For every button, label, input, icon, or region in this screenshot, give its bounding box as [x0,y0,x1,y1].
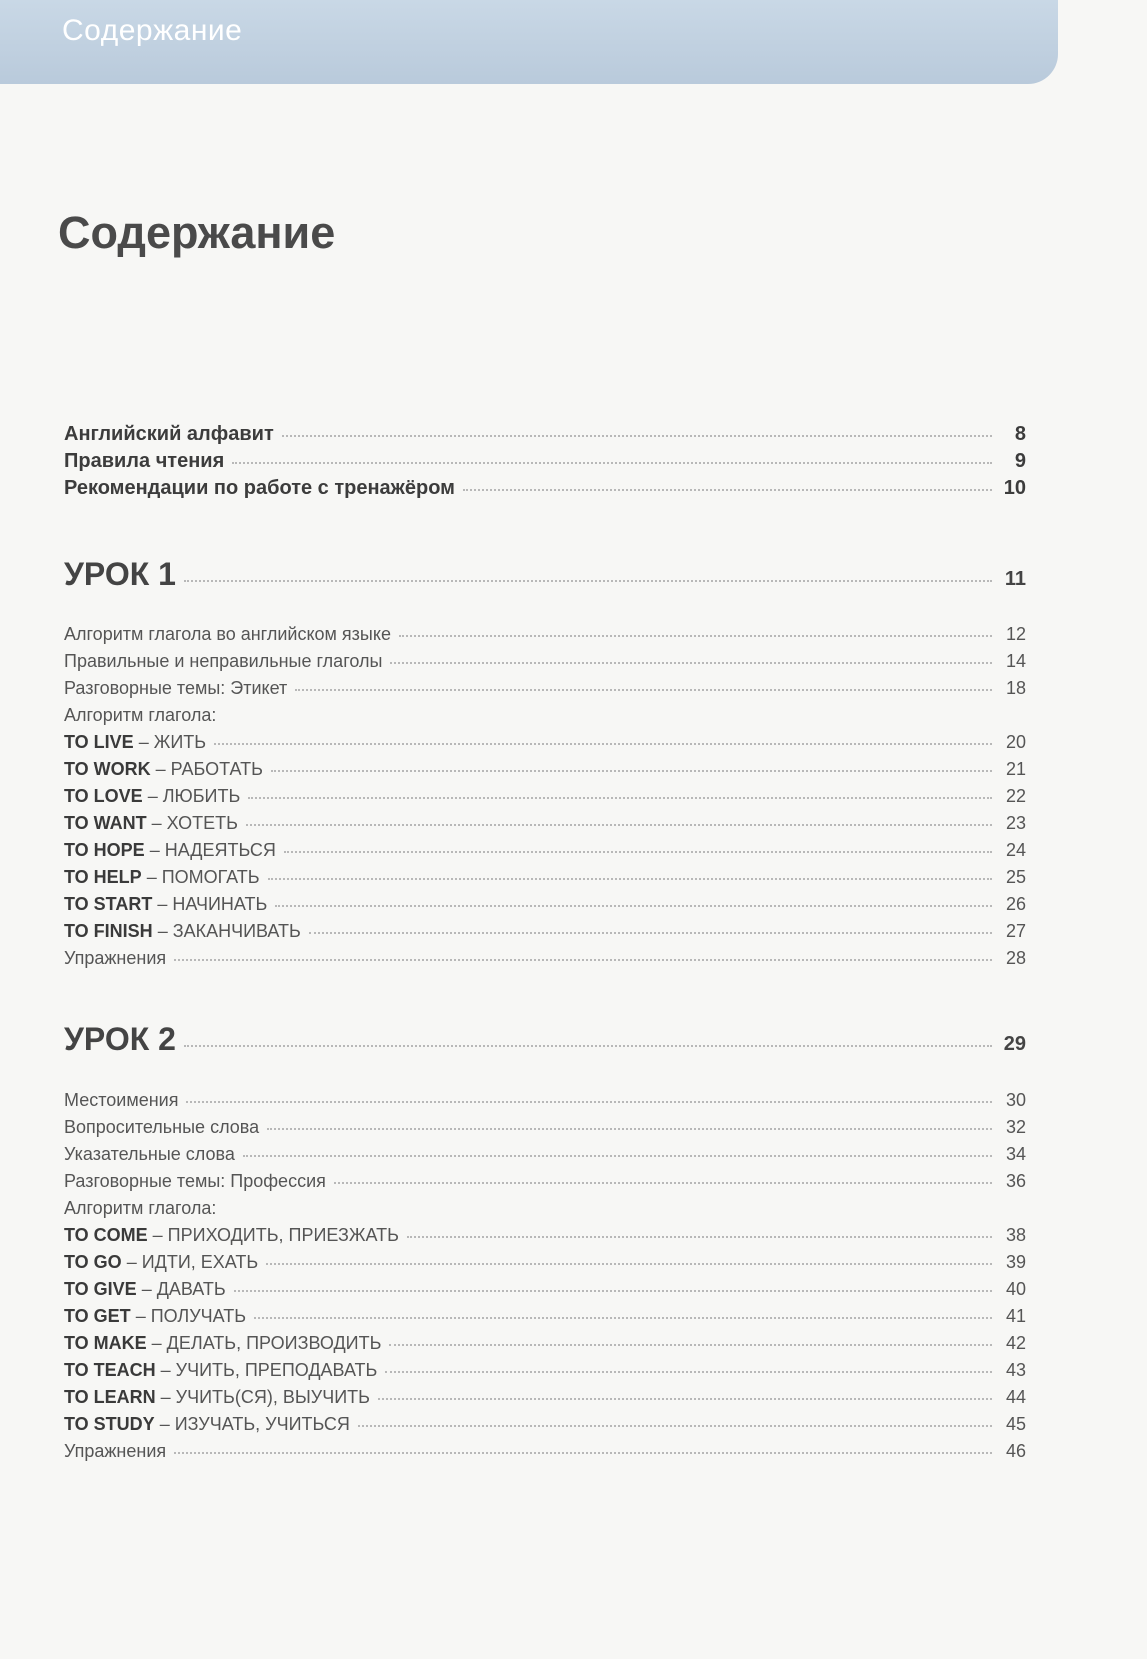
toc-page-number: 23 [1005,813,1026,833]
toc-entry[interactable] [64,1171,1026,1192]
dot-leader [174,959,992,961]
toc-entry[interactable] [64,624,1026,645]
verb-english: TO HELP [64,867,142,887]
verb-english: TO START [64,894,153,914]
toc-verb-entry[interactable] [64,921,1026,942]
toc-page-number: 38 [1005,1225,1026,1245]
toc-entry[interactable] [64,651,1026,672]
toc-page-number: 42 [1005,1333,1026,1353]
toc-page-number: 25 [1005,867,1026,887]
verb-english: TO COME [64,1225,148,1245]
dot-leader [358,1425,992,1427]
verb-english: TO FINISH [64,921,153,941]
toc-page-number: 26 [1005,894,1026,914]
toc-page-number: 43 [1005,1360,1026,1380]
dot-leader [463,489,992,491]
toc-entry-label: Местоимения [64,1090,179,1110]
verb-english: TO STUDY [64,1414,155,1434]
toc-entry[interactable] [64,678,1026,699]
toc-page-number: 12 [1005,624,1026,644]
verb-english: TO WORK [64,759,151,779]
toc-entry-exercises[interactable] [64,948,1026,969]
toc-entry[interactable] [64,1117,1026,1138]
page-title: Содержание [58,207,336,258]
toc-verb-entry[interactable] [64,786,1026,807]
verb-russian: – ИЗУЧАТЬ, УЧИТЬСЯ [154,1414,350,1434]
toc-entry[interactable] [64,1144,1026,1165]
toc-page-number: 34 [1005,1144,1026,1164]
toc-verb-entry[interactable] [64,1387,1026,1408]
toc-entry-label: Правильные и неправильные глаголы [64,651,383,671]
verb-english: TO LEARN [64,1387,156,1407]
toc-entry-label: Разговорные темы: Этикет [64,678,288,698]
toc-lesson-2[interactable] [64,1021,1026,1058]
verbs-heading: Алгоритм глагола: [64,1198,217,1218]
dot-leader [214,743,992,745]
verb-english: TO LIVE [64,732,134,752]
toc-page-number: 14 [1005,651,1026,671]
dot-leader [184,1045,992,1047]
dot-leader [385,1371,992,1373]
dot-leader [268,878,992,880]
dot-leader [186,1101,992,1103]
verb-english: TO GIVE [64,1279,137,1299]
toc-page-number: 45 [1005,1414,1026,1434]
dot-leader [266,1263,992,1265]
toc-page-number: 22 [1005,786,1026,806]
dot-leader [246,824,992,826]
verb-english: TO GET [64,1306,131,1326]
verb-russian: – ХОТЕТЬ [146,813,238,833]
toc-lesson-1[interactable] [64,556,1026,593]
toc-page-number: 24 [1005,840,1026,860]
dot-leader [407,1236,992,1238]
verb-russian: – ДЕЛАТЬ, ПРОИЗВОДИТЬ [146,1333,382,1353]
dot-leader [234,1290,992,1292]
toc-page-number: 39 [1005,1252,1026,1272]
toc-verb-entry[interactable] [64,1252,1026,1273]
verb-english: TO LOVE [64,786,143,806]
toc-verb-entry[interactable] [64,1225,1026,1246]
dot-leader [254,1317,992,1319]
toc-page-number: 10 [1003,477,1026,499]
verb-russian: – ЖИТЬ [133,732,207,752]
verb-english: TO HOPE [64,840,145,860]
toc-page-number: 32 [1005,1117,1026,1137]
toc-entry[interactable] [64,1090,1026,1111]
dot-leader [389,1344,992,1346]
verb-russian: – УЧИТЬ, ПРЕПОДАВАТЬ [155,1360,378,1380]
toc-page-number: 44 [1005,1387,1026,1407]
dot-leader [378,1398,992,1400]
toc-verb-entry[interactable] [64,1333,1026,1354]
verb-russian: – УЧИТЬ(СЯ), ВЫУЧИТЬ [155,1387,370,1407]
toc-page-number: 46 [1005,1441,1026,1461]
toc-verb-entry[interactable] [64,1414,1026,1435]
verb-russian: – ПОМОГАТЬ [141,867,260,887]
toc-page-number: 40 [1005,1279,1026,1299]
verb-english: TO TEACH [64,1360,156,1380]
toc-entry-label: Вопросительные слова [64,1117,260,1137]
header-title: Содержание [62,14,243,47]
toc-entry-label: Алгоритм глагола во английском языке [64,624,391,644]
dot-leader [284,851,992,853]
verb-russian: – НАЧИНАТЬ [152,894,268,914]
verb-russian: – ДАВАТЬ [136,1279,226,1299]
toc-verb-entry[interactable] [64,732,1026,753]
toc-verb-entry[interactable] [64,894,1026,915]
dot-leader [282,435,992,437]
toc-entry-label: Упражнения [64,948,167,968]
dot-leader [243,1155,992,1157]
verb-russian: – ИДТИ, ЕХАТЬ [121,1252,259,1272]
dot-leader [184,580,992,582]
dot-leader [174,1452,992,1454]
dot-leader [309,932,992,934]
lesson-title: УРОК 1 [64,556,176,592]
toc-page-number: 41 [1005,1306,1026,1326]
verb-russian: – ЗАКАНЧИВАТЬ [152,921,301,941]
dot-leader [248,797,992,799]
toc-page-number: 27 [1005,921,1026,941]
toc-entry-label: Указательные слова [64,1144,235,1164]
verb-russian: – ПРИХОДИТЬ, ПРИЕЗЖАТЬ [147,1225,399,1245]
verb-english: TO WANT [64,813,147,833]
toc-verb-entry[interactable] [64,867,1026,888]
toc-entry-alphabet[interactable] [64,423,1026,446]
verbs-heading: Алгоритм глагола: [64,705,217,725]
toc-page-number: 36 [1005,1171,1026,1191]
toc-page-number: 9 [1014,450,1026,472]
toc-entry-label: Рекомендации по работе с тренажёром [64,477,455,499]
verb-russian: – НАДЕЯТЬСЯ [144,840,276,860]
dot-leader [275,905,992,907]
dot-leader [295,689,992,691]
dot-leader [334,1182,992,1184]
toc-page-number: 8 [1014,423,1026,445]
toc-verb-entry[interactable] [64,759,1026,780]
verb-russian: – ЛЮБИТЬ [142,786,241,806]
verb-russian: – РАБОТАТЬ [150,759,263,779]
toc-page-number: 21 [1005,759,1026,779]
dot-leader [399,635,992,637]
dot-leader [271,770,992,772]
verb-english: TO GO [64,1252,122,1272]
verb-english: TO MAKE [64,1333,147,1353]
verb-russian: – ПОЛУЧАТЬ [130,1306,247,1326]
toc-page-number: 30 [1005,1090,1026,1110]
toc-verb-entry[interactable] [64,1279,1026,1300]
toc-page-number: 20 [1005,732,1026,752]
toc-page-number: 29 [1003,1033,1026,1055]
toc-verb-entry[interactable] [64,1306,1026,1327]
toc-verb-entry[interactable] [64,840,1026,861]
toc-entry-recommendations[interactable] [64,477,1026,500]
toc-page-number: 28 [1005,948,1026,968]
dot-leader [267,1128,992,1130]
toc-entry-reading-rules[interactable] [64,450,1026,473]
toc-page-number: 11 [1004,568,1026,590]
toc-verb-entry[interactable] [64,813,1026,834]
toc-page-number: 18 [1005,678,1026,698]
toc-entry-label: Английский алфавит [64,423,274,445]
toc-entry-label: Правила чтения [64,450,225,472]
dot-leader [232,462,992,464]
header-banner [0,0,1058,84]
toc-verb-entry[interactable] [64,1360,1026,1381]
toc-entry-exercises[interactable] [64,1441,1026,1462]
dot-leader [390,662,992,664]
toc-entry-label: Упражнения [64,1441,167,1461]
toc-entry-label: Разговорные темы: Профессия [64,1171,326,1191]
lesson-title: УРОК 2 [64,1021,176,1057]
